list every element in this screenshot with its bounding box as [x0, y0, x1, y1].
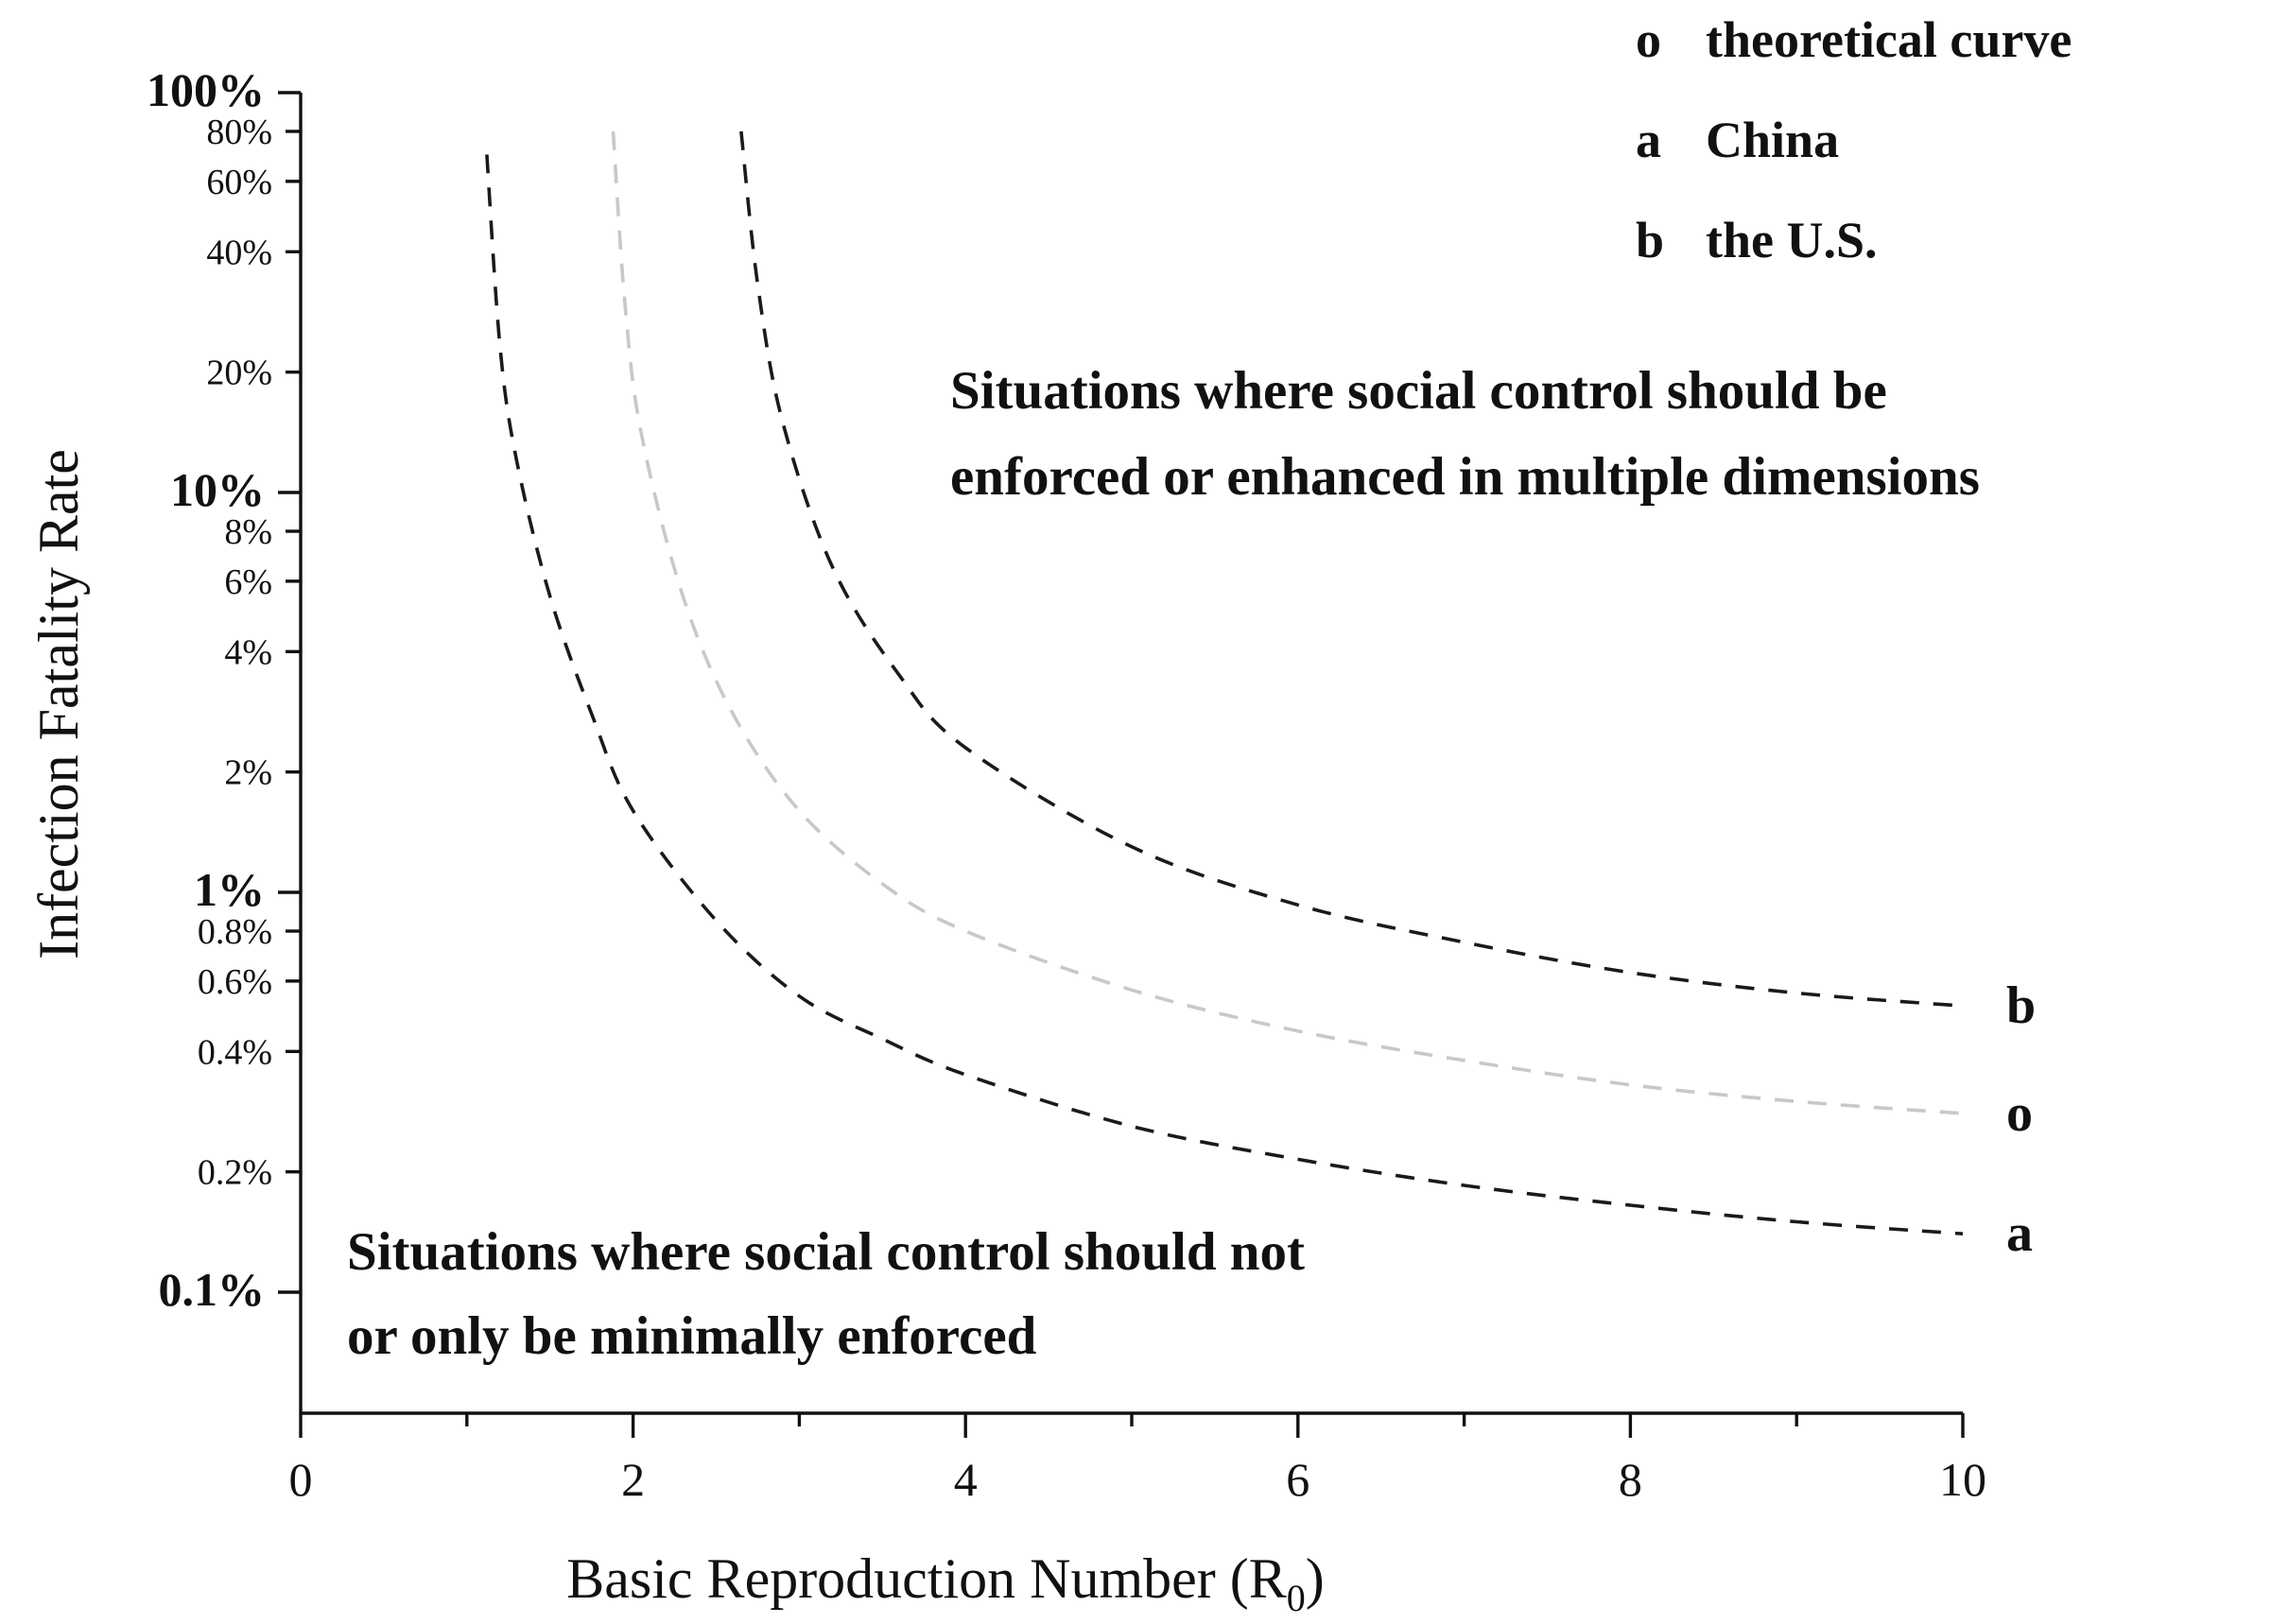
lower-region-annotation-line2: or only be minimally enforced [347, 1306, 1037, 1366]
axes [301, 93, 1963, 1413]
curve-end-label-b: b [2006, 976, 2037, 1036]
y-tick-label: 10% [170, 463, 265, 516]
x-ticks [289, 1413, 1987, 1506]
y-tick-label: 40% [206, 233, 272, 273]
y-tick-label: 100% [147, 63, 265, 116]
y-tick-label: 4% [224, 632, 272, 673]
x-tick-label: 6 [1286, 1453, 1310, 1506]
legend-key-a: a [1636, 112, 1661, 168]
y-axis-title: Infection Fatality Rate [27, 449, 90, 959]
y-tick-label: 0.8% [197, 911, 272, 952]
legend-text-us: the U.S. [1706, 212, 1878, 268]
upper-region-annotation-line1: Situations where social control should be [950, 361, 1887, 421]
curves [487, 131, 1963, 1234]
legend-text-china: China [1706, 112, 1840, 168]
x-tick-label: 10 [1939, 1453, 1986, 1506]
y-tick-label: 80% [206, 112, 272, 152]
y-tick-label: 0.6% [197, 961, 272, 1002]
curve-a [487, 155, 1963, 1235]
x-tick-label: 2 [621, 1453, 646, 1506]
legend-key-o: o [1636, 11, 1661, 68]
x-tick-label: 8 [1618, 1453, 1642, 1506]
y-tick-label: 1% [194, 863, 265, 916]
legend [1636, 11, 2072, 268]
legend-text-theoretical: theoretical curve [1706, 11, 2072, 68]
y-tick-label: 20% [206, 353, 272, 393]
x-tick-label: 4 [953, 1453, 978, 1506]
lower-region-annotation-line1: Situations where social control should not [347, 1222, 1305, 1282]
y-tick-label: 60% [206, 162, 272, 202]
x-tick-label: 0 [288, 1453, 313, 1506]
y-tick-label: 8% [224, 511, 272, 552]
y-tick-label: 0.4% [197, 1032, 272, 1073]
curve-end-label-o: o [2006, 1083, 2033, 1143]
curve-end-label-a: a [2006, 1204, 2033, 1264]
y-tick-label: 0.1% [158, 1263, 265, 1316]
y-tick-label: 0.2% [197, 1152, 272, 1193]
y-ticks [147, 63, 301, 1316]
x-axis-title: Basic Reproduction Number $(R_0)$ [566, 1547, 1325, 1619]
y-tick-label: 6% [224, 561, 272, 602]
legend-key-b: b [1636, 212, 1665, 268]
curve-end-labels [2006, 976, 2036, 1263]
curve-o [614, 131, 1964, 1114]
y-tick-label: 2% [224, 752, 272, 793]
upper-region-annotation-line2: enforced or enhanced in multiple dimensions [950, 447, 1980, 507]
